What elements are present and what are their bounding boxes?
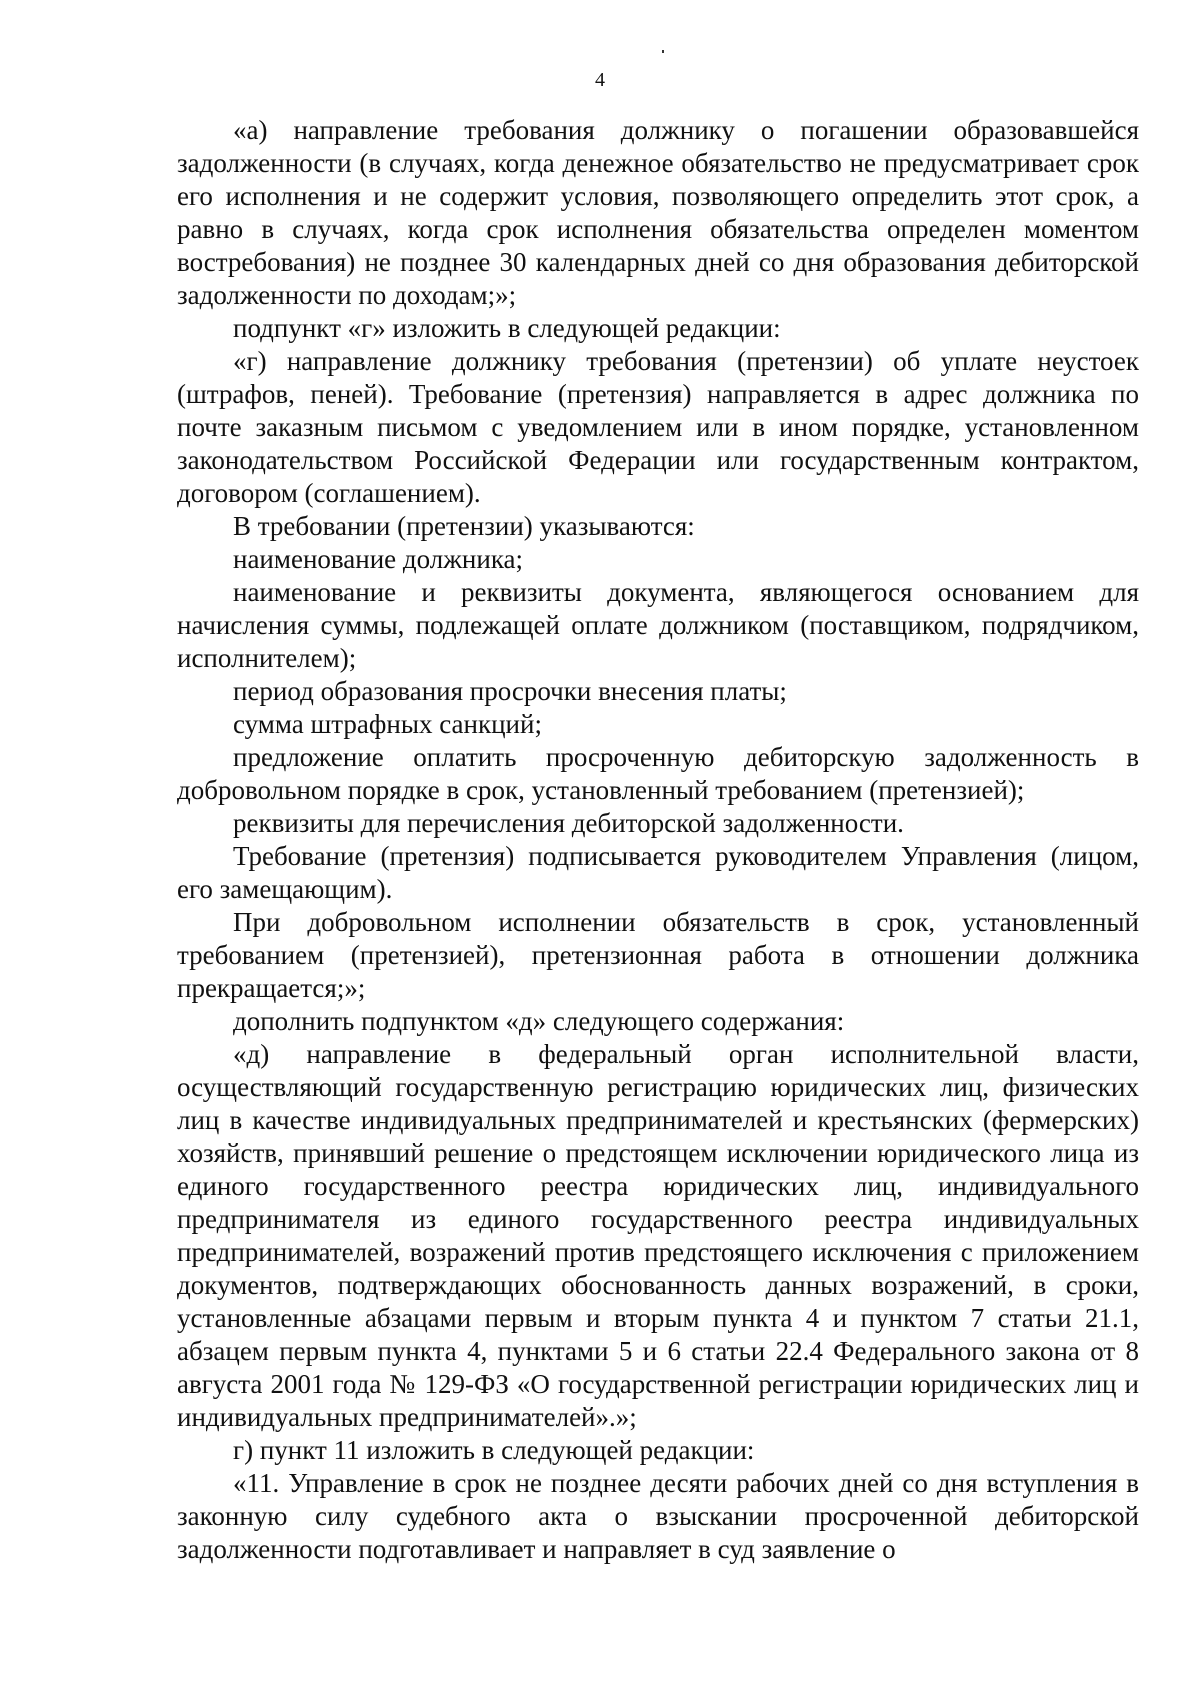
paragraph-claim-signature: Требование (претензия) подписывается руководителем Управления (лицом, его замещающим). (177, 841, 1139, 904)
paragraph-claim-debtor-name: наименование должника; (233, 544, 524, 574)
paragraph-claim-period: период образования просрочки внесения платы; (233, 676, 787, 706)
paragraph-amend-g-intro: подпункт «г» изложить в следующей редакции: (233, 313, 781, 343)
paragraph-claim-requisites: реквизиты для перечисления дебиторской задолженности. (233, 808, 904, 838)
paragraph-item-11: «11. Управление в срок не позднее десяти рабочих дней со дня вступления в законную силу судебного акта о взыскании просроченной дебиторской задолженности подготавливает и направляет в суд заявление о (177, 1468, 1139, 1564)
paragraph-item-11-intro: г) пункт 11 изложить в следующей редакции: (233, 1435, 755, 1465)
paragraph-claim-offer: предложение оплатить просроченную дебиторскую задолженность в добровольном порядке в срок, установленный требованием (претензией); (177, 742, 1139, 805)
paragraph-claim-contents-intro: В требовании (претензии) указываются: (233, 511, 695, 541)
paragraph-subitem-a: «а) направление требования должнику о погашении образовавшейся задолженности (в случаях, когда денежное обязательство не предусматривает срок его исполнения и не содержит условия, позволяющего определить этот срок, а равно в случаях, когда срок исполнения обязательства определен моментом востребования) не позднее 30 календарных дней со дня образования дебиторской задолженности по доходам;»; (177, 115, 1139, 310)
paragraph-subitem-g: «г) направление должнику требования (претензии) об уплате неустоек (штрафов, пеней). Требование (претензия) направляется в адрес должника по почте заказным письмом с уведомлением или в ином порядке, установленном законодательством Российской Федерации или государственным контрактом, договором (соглашением). (177, 346, 1139, 508)
document-body (177, 114, 1139, 1566)
paragraph-add-d-intro: дополнить подпунктом «д» следующего содержания: (233, 1006, 845, 1036)
paragraph-voluntary-execution: При добровольном исполнении обязательств в срок, установленный требованием (претензией), претензионная работа в отношении должника прекращается;»; (177, 907, 1139, 1003)
page-number: 4 (595, 69, 605, 91)
paragraph-claim-document: наименование и реквизиты документа, являющегося основанием для начисления суммы, подлежащей оплате должником (поставщиком, подрядчиком, исполнителем); (177, 577, 1139, 673)
scan-artifact (662, 50, 664, 53)
paragraph-claim-penalty-sum: сумма штрафных санкций; (233, 709, 542, 739)
paragraph-subitem-d: «д) направление в федеральный орган исполнительной власти, осуществляющий государственную регистрацию юридических лиц, физических лиц в качестве индивидуальных предпринимателей и крестьянских (фермерских) хозяйств, принявший решение о предстоящем исключении юридического лица из единого государственного реестра юридических лиц, индивидуального предпринимателя из единого государственного реестра индивидуальных предпринимателей, возражений против предстоящего исключения с приложением документов, подтверждающих обоснованность данных возражений, в сроки, установленные абзацами первым и вторым пункта 4 и пунктом 7 статьи 21.1, абзацем первым пункта 4, пунктами 5 и 6 статьи 22.4 Федерального закона от 8 августа 2001 года № 129-ФЗ «О государственной регистрации юридических лиц и индивидуальных предпринимателей».»; (177, 1039, 1139, 1432)
